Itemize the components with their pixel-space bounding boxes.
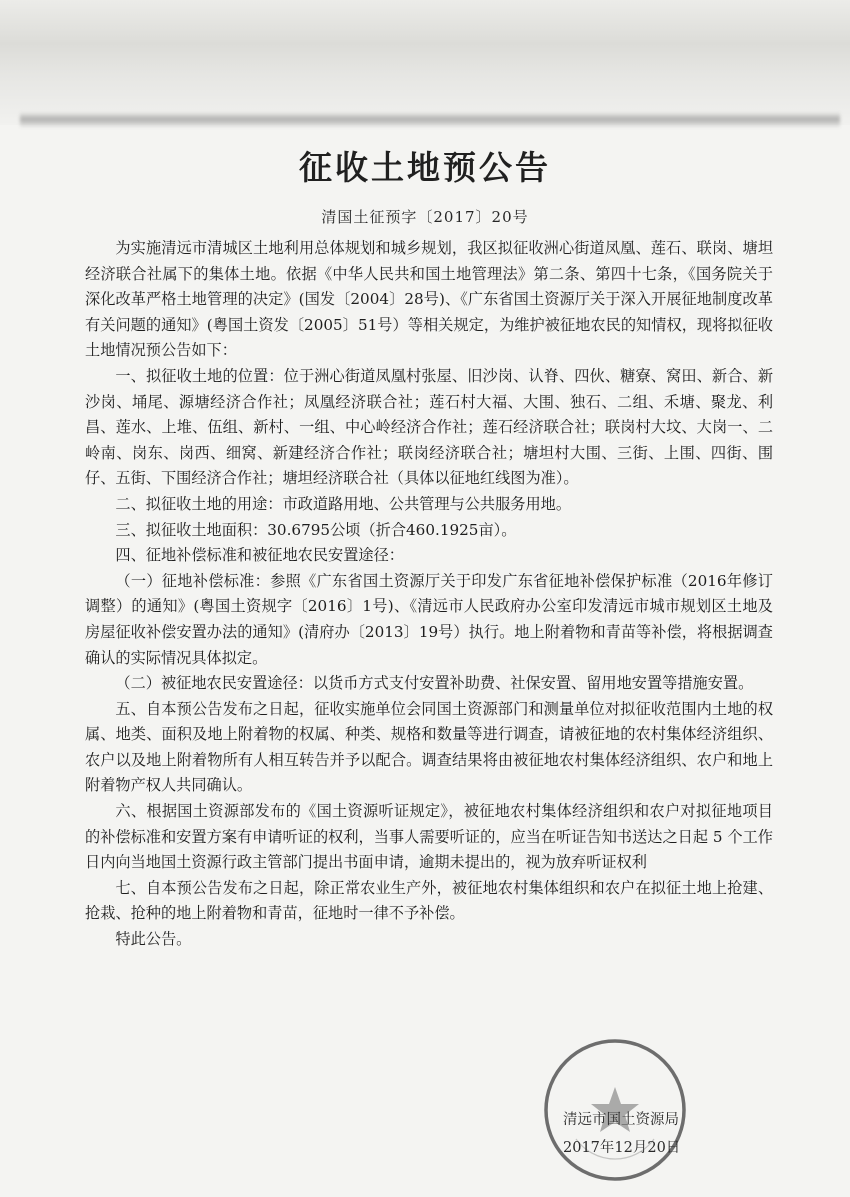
- paragraph-survey: 五、自本预公告发布之日起，征收实施单位会同国土资源部门和测量单位对拟征收范围内土地的权属、地类、面积及地上附着物的权属、种类、规格和数量等进行调查，请被征地的农村集体经济组织、农户以及地上附着物所有人相互转告并予以配合。调查结果将由被征地农村集体经济组织、农户和地上附着物产权人共同确认。: [85, 699, 773, 795]
- paragraph-intro: 为实施清远市清城区土地利用总体规划和城乡规划，我区拟征收洲心街道凤凰、莲石、联岗、塘坦经济联合社属下的集体土地。依据《中华人民共和国土地管理法》第二条、第四十七条，《国务院关于深化改革严格土地管理的决定》(国发〔2004〕28号)、《广东省国土资源厅关于深入开展征地制度改革有关问题的通知》(粤国土资发〔2005〕51号）等相关规定，为维护被征地农民的知情权，现将拟征收土地情况预公告如下：: [85, 239, 773, 360]
- document-number: 清国土征预字〔2017〕20号: [321, 208, 529, 226]
- signature-block: [563, 1106, 793, 1162]
- issue-date: 2017年12月20日: [563, 1140, 681, 1156]
- issuing-organization: 清远市国土资源局: [563, 1112, 679, 1128]
- paragraph-hearing: 六、根据国土资源部发布的《国土资源听证规定》，被征地农村集体经济组织和农户对拟征地项目的补偿标准和安置方案有申请听证的权利，当事人需要听证的，应当在听证告知书送达之日起 5 个工作日内向当地国土资源行政主管部门提出书面申请，逾期未提出的，视为放弃听证权利: [85, 802, 773, 872]
- paragraph-compensation-heading: 四、征地补偿标准和被征地农民安置途径：: [115, 546, 404, 565]
- paragraph-no-compensation: 七、自本预公告发布之日起，除正常农业生产外，被征地农村集体组织和农户在拟征土地上抢建、抢栽、抢种的地上附着物和青苗，征地时一律不予补偿。: [85, 878, 773, 923]
- paragraph-location: 一、拟征收土地的位置：位于洲心街道凤凰村张屋、旧沙岗、认脊、四伙、糖寮、窝田、新合、新沙岗、埇尾、源塘经济合作社；凤凰经济联合社；莲石村大福、大围、独石、二组、禾塘、聚龙、利昌、莲水、上堆、伍组、新村、一组、中心岭经济合作社；莲石经济联合社；联岗村大坟、大岗一、二岭南、岗东、岗西、细窝、新建经济合作社；联岗经济联合社；塘坦村大围、三街、上围、四街、围仔、五街、下围经济合作社；塘坦经济联合社（具体以征地红线图为准）。: [85, 366, 773, 488]
- paragraph-resettlement: （二）被征地农民安置途径：以货币方式支付安置补助费、社保安置、留用地安置等措施安置。: [115, 674, 754, 693]
- paragraph-area: 三、拟征收土地面积：30.6795公顷（折合460.1925亩）。: [115, 520, 517, 539]
- paragraph-closing: 特此公告。: [115, 930, 192, 949]
- paragraph-usage: 二、拟征收土地的用途：市政道路用地、公共管理与公共服务用地。: [115, 494, 572, 513]
- document-title: 征收土地预公告: [299, 148, 551, 187]
- document-body: [85, 236, 773, 953]
- paragraph-compensation-standard: （一）征地补偿标准：参照《广东省国土资源厅关于印发广东省征地补偿保护标准（2016年修订调整）的通知》(粤国土资规字〔2016〕1号)、《清远市人民政府办公室印发清远市城市规划区土地及房屋征收补偿安置办法的通知》(清府办〔2013〕19号）执行。地上附着物和青苗等补偿，将根据调查确认的实际情况具体拟定。: [85, 571, 773, 667]
